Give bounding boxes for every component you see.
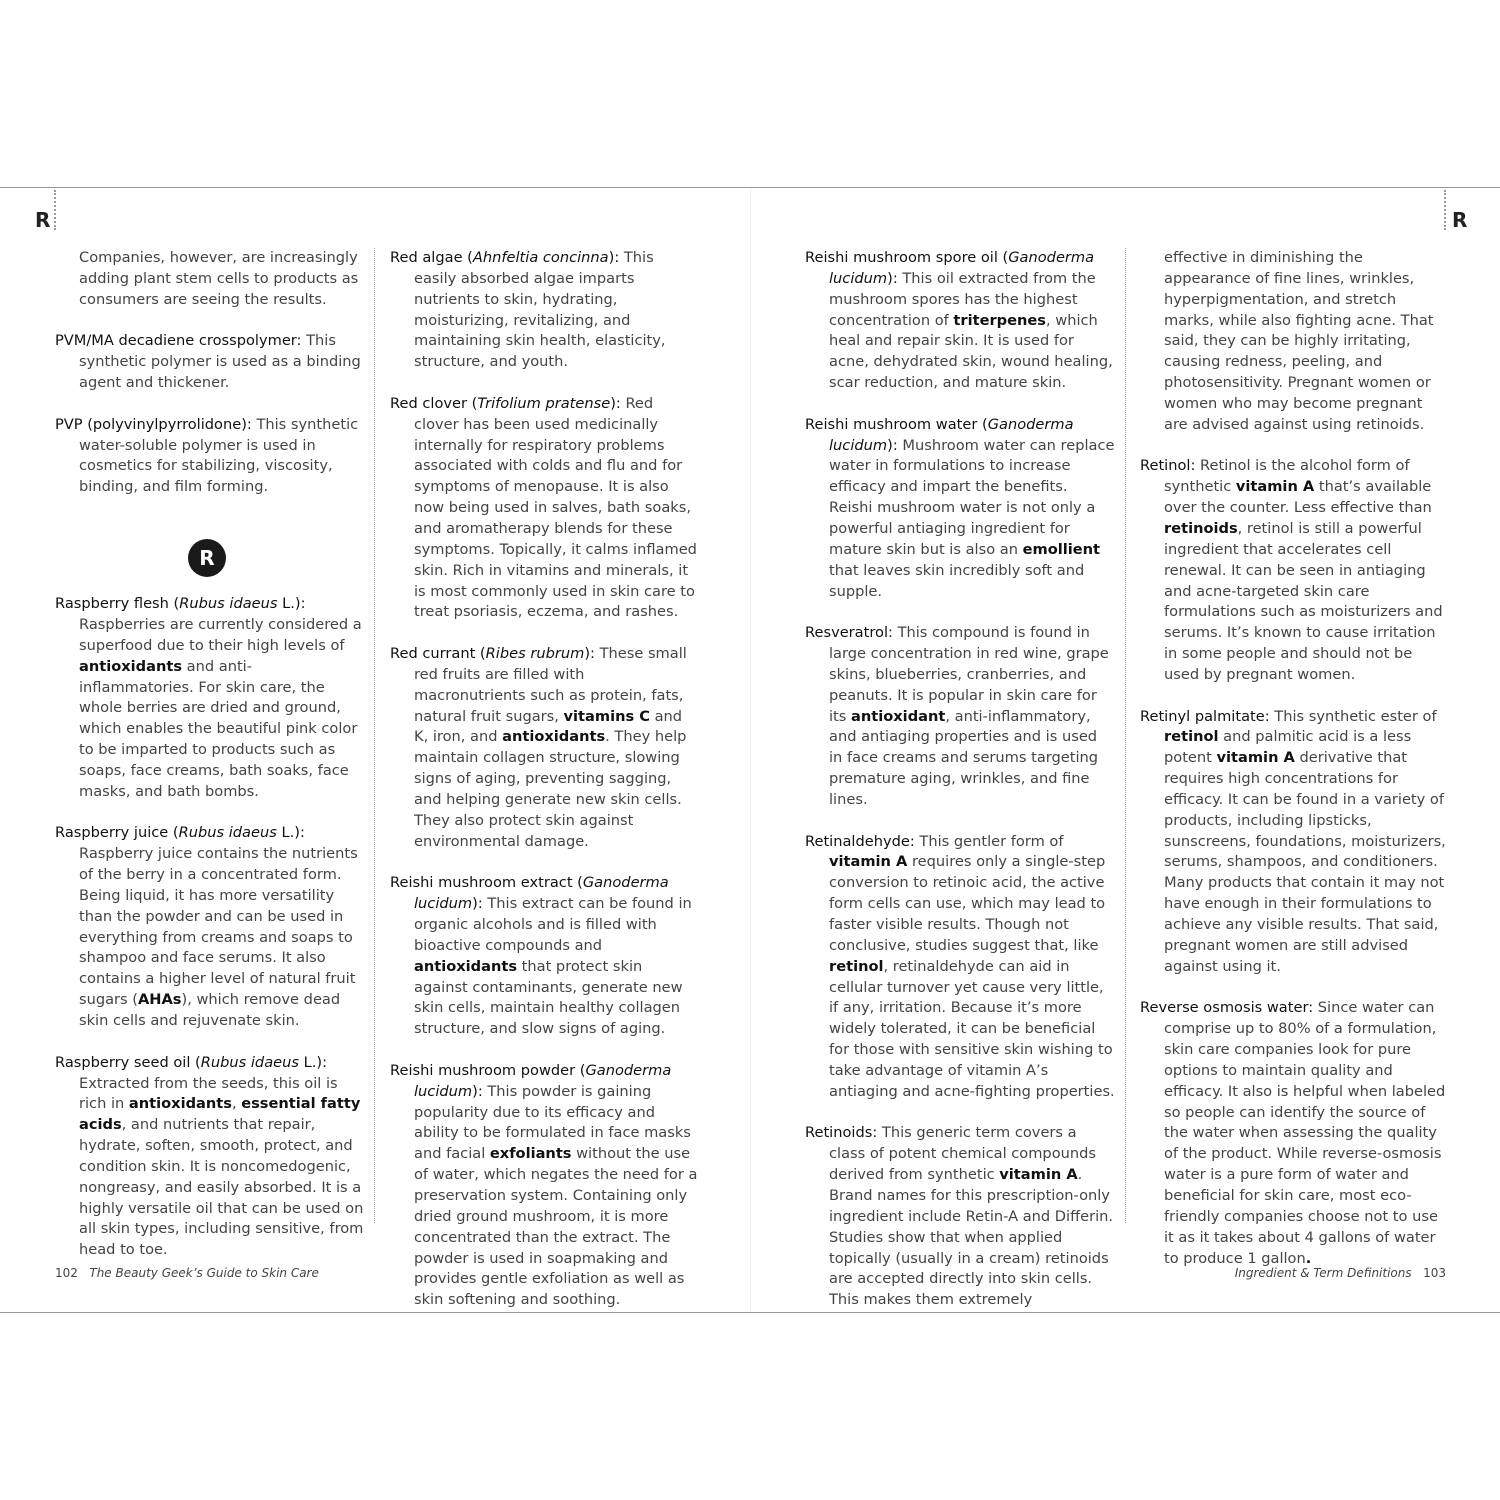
running-title-left: The Beauty Geek’s Guide to Skin Care <box>89 1266 319 1280</box>
entry-term: Retinoids: <box>805 1124 878 1142</box>
entry-term: Resveratrol: <box>805 624 893 642</box>
entry-reishi-mushroom-spore-oil: Reishi mushroom spore oil (Ganoderma lucidum): This oil extracted from the mushroom spores has the highest concentration of triterpenes, which heal and repair skin. It is used for acne, dehydrated skin, wound healing, scar reduction, and mature skin. <box>805 249 1113 392</box>
section-badge: R <box>188 539 226 577</box>
running-title-right: Ingredient & Term Definitions <box>1234 1266 1412 1280</box>
entry-term: Reishi mushroom spore oil (Ganoderma lucidum): <box>805 249 1095 287</box>
column-divider <box>1125 248 1126 1223</box>
book-spread <box>0 187 1500 1313</box>
entry-reishi-mushroom-extract: Reishi mushroom extract (Ganoderma lucidum): This extract can be found in organic alcohols and is filled with bioactive compounds and antioxidants that protect skin against contaminants, generate new skin cells, maintain healthy collagen structure, and slow signs of aging. <box>390 874 692 1038</box>
entry-term: Reishi mushroom powder (Ganoderma lucidum): <box>390 1061 672 1100</box>
entry-raspberry-juice: Raspberry juice (Rubus idaeus L.): Raspberry juice contains the nutrients of the berry in a concentrated form. Being liquid, it has more versatility than the powder and can be used in everything from creams and soaps to shampoo and face serums. It also contains a higher level of natural fruit sugars (AHAs), which remove dead skin cells and rejuvenate skin. <box>55 824 358 1029</box>
column-4 <box>1140 248 1450 1290</box>
entry-term: Raspberry flesh (Rubus idaeus L.): <box>55 595 306 613</box>
entry-reishi-mushroom-powder: Reishi mushroom powder (Ganoderma lucidum): This powder is gaining popularity due to its efficacy and ability to be formulated in face masks and facial exfoliants without the use of water, which negates the need for a preservation system. Containing only dried ground mushroom, it is more concentrated than the extract. The powder is used in soapmaking and provides gentle exfoliation as well as skin softening and soothing. <box>390 1061 698 1309</box>
section-letter-right: R <box>1452 208 1468 232</box>
entry-pvp: PVP (polyvinylpyrrolidone): This synthetic water-soluble polymer is used in cosmetics for stabilizing, viscosity, binding, and film forming. <box>55 415 359 496</box>
page-gutter <box>750 188 751 1312</box>
entry-retinol: Retinol: Retinol is the alcohol form of synthetic vitamin A that’s available over the counter. Less effective than retinoids, retinol is still a powerful ingredient that accelerates cell renewal. It can be seen in antiaging and acne-targeted skin care formulations such as moisturizers and serums. It’s known to cause irritation in some people and should not be used by pregnant women. <box>1140 457 1443 683</box>
entry-pvm-ma-decadiene-crosspolymer: PVM/MA decadiene crosspolymer: This synthetic polymer is used as a binding agent and thickener. <box>55 332 361 392</box>
entry-term: Reishi mushroom extract (Ganoderma lucidum): <box>390 874 669 913</box>
entry-term: PVM/MA decadiene crosspolymer: <box>55 332 302 350</box>
column-3 <box>805 248 1115 1332</box>
entry-raspberry-seed-oil: Raspberry seed oil (Rubus idaeus L.): Extracted from the seeds, this oil is rich in antioxidants, essential fatty acids, and nutrients that repair, hydrate, soften, smooth, protect, and condition skin. It is noncomedogenic, nongreasy, and easily absorbed. It is a highly versatile oil that can be used on all skin types, including sensitive, from head to toe. <box>55 1053 364 1259</box>
entry-term: Raspberry seed oil (Rubus idaeus L.): <box>55 1053 328 1071</box>
footer-left <box>55 1266 319 1280</box>
section-letter-left: R <box>35 208 51 232</box>
footer-right <box>1235 1266 1446 1280</box>
entry-red-currant: Red currant (Ribes rubrum): These small red fruits are filled with macronutrients such as protein, fats, natural fruit sugars, vitamins C and K, iron, and antioxidants. They help maintain collagen structure, slowing signs of aging, preventing sagging, and helping generate new skin cells. They also protect skin against environmental damage. <box>390 645 687 850</box>
column-1 <box>55 248 365 1282</box>
column-2 <box>390 248 700 1332</box>
tab-divider-right <box>1444 190 1446 230</box>
entry-retinoids: Retinoids: This generic term covers a class of potent chemical compounds derived from synthetic vitamin A. Brand names for this prescription-only ingredient include Retin-A and Differin. Studies show that when applied topically (usually in a cream) retinoids are accepted directly into skin cells. This makes them extremely <box>805 1124 1114 1309</box>
entry-term: Retinol: <box>1140 457 1196 475</box>
entry-term: Retinaldehyde: <box>805 832 915 850</box>
entry-term: Red clover (Trifolium pratense): <box>390 394 621 412</box>
entry-term: PVP (polyvinylpyrrolidone): <box>55 415 252 433</box>
entry-reishi-mushroom-water: Reishi mushroom water (Ganoderma lucidum): Mushroom water can replace water in formulations to increase efficacy and impart the benefits. Reishi mushroom water is not only a powerful antiaging ingredient for mature skin but is also an emollient that leaves skin incredibly soft and supple. <box>805 415 1115 600</box>
entry-red-clover: Red clover (Trifolium pratense): Red clover has been used medicinally internally for respiratory problems associated with colds and flu and for symptoms of menopause. It is also now being used in salves, bath soaks, and aromatherapy blends for these symptoms. Topically, it calms inflamed skin. Rich in vitamins and minerals, it is most commonly used in skin care to treat psoriasis, eczema, and rashes. <box>390 394 697 621</box>
entry-red-algae: Red algae (Ahnfeltia concinna): This easily absorbed algae imparts nutrients to skin, hydrating, moisturizing, revitalizing, and maintaining skin health, elasticity, structure, and youth. <box>390 249 666 371</box>
page-number-left: 102 <box>55 1266 78 1280</box>
entry-resveratrol: Resveratrol: This compound is found in large concentration in red wine, grape skins, blueberries, cranberries, and peanuts. It is popular in skin care for its antioxidant, anti-inflammatory, and antiaging properties and is used in face creams and serums targeting premature aging, wrinkles, and fine lines. <box>805 624 1109 808</box>
entry-reverse-osmosis-water: Reverse osmosis water: Since water can comprise up to 80% of a formulation, skin care companies look for pure options to maintain quality and efficacy. It also is helpful when labeled so people can identify the source of the water when assessing the quality of the product. While reverse-osmosis water is a pure form of water and beneficial for skin care, most eco-friendly companies choose not to use it as it takes about 4 gallons of water to produce 1 gallon. <box>1140 999 1446 1267</box>
entry-term: Retinyl palmitate: <box>1140 707 1270 725</box>
entry-term: Red algae (Ahnfeltia concinna): <box>390 249 620 266</box>
entry-raspberry-flesh: Raspberry flesh (Rubus idaeus L.): Raspberries are currently considered a superfood due to their high levels of antioxidants and anti-inflammatories. For skin care, the whole berries are dried and ground, which enables the beautiful pink color to be imparted to products such as soaps, face creams, bath soaks, face masks, and bath bombs. <box>55 595 362 800</box>
entry-retinyl-palmitate: Retinyl palmitate: This synthetic ester of retinol and palmitic acid is a less potent vitamin A derivative that requires high concentrations for efficacy. It can be found in a variety of products, including lipsticks, sunscreens, foundations, moisturizers, serums, shampoos, and conditioners. Many products that contain it may not have enough in their formulations to achieve any visible results. That said, pregnant women are still advised against using it. <box>1140 707 1446 975</box>
entry-term: Reishi mushroom water (Ganoderma lucidum): <box>805 415 1074 454</box>
entry-continuation: Companies, however, are increasingly adding plant stem cells to products as consumers are seeing the results. <box>79 249 359 308</box>
column-divider <box>374 248 375 1223</box>
page-number-right: 103 <box>1423 1266 1446 1280</box>
entry-retinaldehyde: Retinaldehyde: This gentler form of vitamin A requires only a single-step conversion to retinoic acid, the active form cells can use, which may lead to faster visible results. Though not conclusive, studies suggest that, like retinol, retinaldehyde can aid in cellular turnover yet cause very little, if any, irritation. Because it’s more widely tolerated, it can be beneficial for those with sensitive skin wishing to take advantage of vitamin A’s antiaging and acne-fighting properties. <box>805 832 1115 1100</box>
entry-term: Reverse osmosis water: <box>1140 999 1314 1017</box>
tab-divider-left <box>54 190 56 230</box>
entry-term: Red currant (Ribes rubrum): <box>390 645 595 663</box>
entry-continuation: effective in diminishing the appearance of fine lines, wrinkles, hyperpigmentation, and stretch marks, while also fighting acne. That said, they can be highly irritating, causing redness, peeling, and photosensitivity. Pregnant women or women who may become pregnant are advised against using retinoids. <box>1164 249 1434 433</box>
entry-term: Raspberry juice (Rubus idaeus L.): <box>55 824 305 842</box>
